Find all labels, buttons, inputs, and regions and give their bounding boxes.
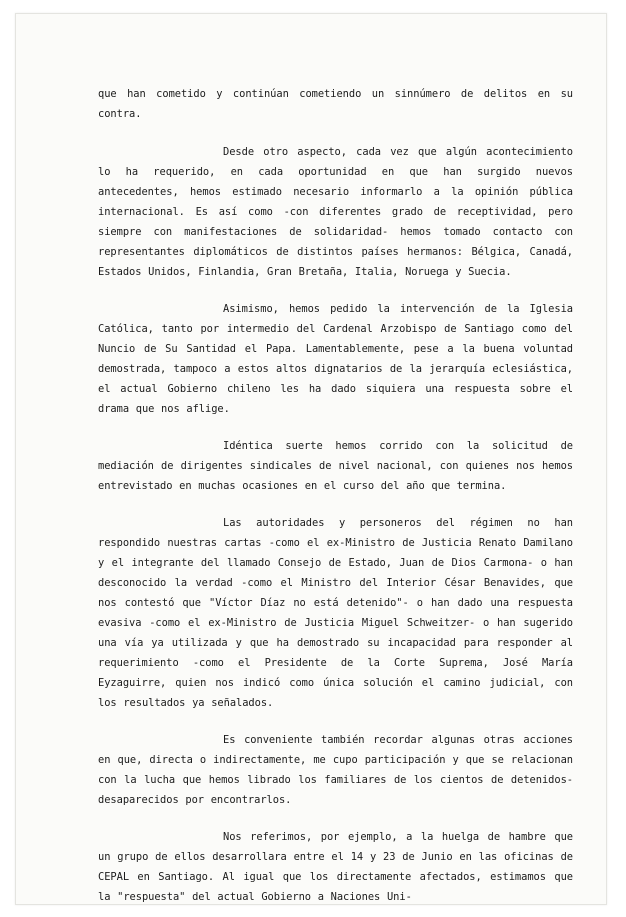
paragraph-2: Desde otro aspecto, cada vez que algún acontecimiento lo ha requerido, en cada oportunidad en que han surgido nuevos antecedentes, hemos estimado necesario informarlo a la opinión pública internacional. Es así como -con diferentes grado de receptividad, pero siempre con manifestaciones de solidaridad- hemos tomado contacto con representantes diplomáticos de distintos países hermanos: Bélgica, Canadá, Estados Unidos, Finlandia, Gran Bretaña, Italia, Noruega y Suecia. [98, 146, 573, 278]
document-page [15, 13, 607, 905]
paragraph-5: Las autoridades y personeros del régimen no han respondido nuestras cartas -como el ex-Ministro de Justicia Renato Damilano y el integrante del llamado Consejo de Estado, Juan de Dios Carmona- o han desconocido la verdad -como el Ministro del Interior César Benavides, que nos contestó que "Víctor Díaz no está detenido"- o han dado una respuesta evasiva -como el ex-Ministro de Justicia Miguel Schweitzer- o han sugerido una vía ya utilizada y que ha demostrado su incapacidad para responder al requerimiento -como el Presidente de la Corte Suprema, José María Eyzaguirre, quien nos indicó como única solución el camino judicial, con los resultados ya señalados. [98, 517, 573, 709]
paragraph-6: Es conveniente también recordar algunas otras acciones en que, directa o indirectamente, me cupo participación y que se relacionan con la lucha que hemos librado los familiares de los cientos de detenidos-desaparecidos por encontrarlos. [98, 734, 573, 806]
paragraph-1: que han cometido y continúan cometiendo un sinnúmero de delitos en su contra. [98, 88, 573, 120]
paragraph-7: Nos referimos, por ejemplo, a la huelga de hambre que un grupo de ellos desarrollara entre el 14 y 23 de Junio en las oficinas de CEPAL en Santiago. Al igual que los directamente afectados, estimamos que la "respuesta" del actual Gobierno a Naciones Uni- [98, 831, 573, 903]
paragraph-4: Idéntica suerte hemos corrido con la solicitud de mediación de dirigentes sindicales de nivel nacional, con quienes nos hemos entrevistado en muchas ocasiones en el curso del año que termina. [98, 440, 573, 492]
paragraph-3: Asimismo, hemos pedido la intervención de la Iglesia Católica, tanto por intermedio del Cardenal Arzobispo de Santiago como del Nuncio de Su Santidad el Papa. Lamentablemente, pese a la buena voluntad demostrada, tampoco a estos altos dignatarios de la jerarquía eclesiástica, el actual Gobierno chileno les ha dado siquiera una respuesta sobre el drama que nos aflige. [98, 303, 573, 415]
document-body [98, 84, 573, 917]
